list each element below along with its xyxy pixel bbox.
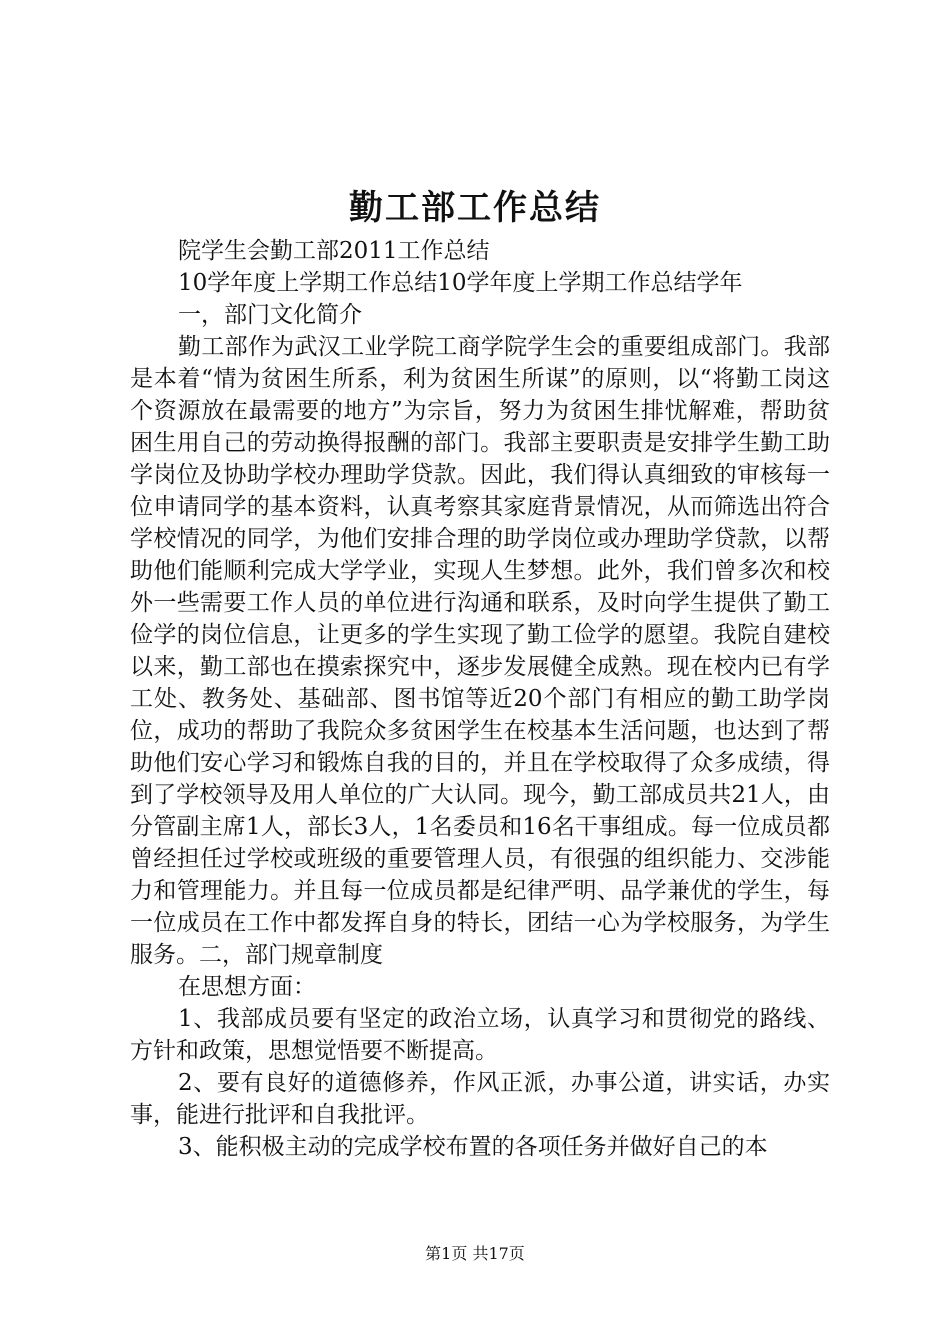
document-title: 勤工部工作总结 [349, 188, 601, 228]
rule-item-3: 3、能积极主动的完成学校布置的各项任务并做好自己的本 [178, 1134, 768, 1160]
section-heading-ideology: 在思想方面： [178, 974, 316, 1000]
paragraph-subtitle: 院学生会勤工部2011工作总结 [178, 238, 490, 264]
rule-item-1: 1、我部成员要有坚定的政治立场，认真学习和贯彻党的路线、方针和政策，思想觉悟要不断提高。 [130, 1006, 830, 1064]
paragraph-semester-summary: 10学年度上学期工作总结10学年度上学期工作总结学年 [178, 270, 743, 296]
rule-item-2: 2、要有良好的道德修养，作风正派，办事公道，讲实话，办实事，能进行批评和自我批评。 [130, 1070, 830, 1128]
section-heading-culture: 一，部门文化简介 [178, 302, 362, 328]
paragraph-department-intro: 勤工部作为武汉工业学院工商学院学生会的重要组成部门。我部是本着“情为贫困生所系，利为贫困生所谋”的原则，以“将勤工岗这个资源放在最需要的地方”为宗旨，努力为贫困生排忧解难，帮助贫困生用自己的劳动换得报酬的部门。我部主要职责是安排学生勤工助学岗位及协助学校办理助学贷款。因此，我们得认真细致的审核每一位申请同学的基本资料，认真考察其家庭背景情况，从而筛选出符合学校情况的同学，为他们安排合理的助学岗位或办理助学贷款，以帮助他们能顺利完成大学学业，实现人生梦想。此外，我们曾多次和校外一些需要工作人员的单位进行沟通和联系，及时向学生提供了勤工俭学的岗位信息，让更多的学生实现了勤工俭学的愿望。我院自建校以来，勤工部也在摸索探究中，逐步发展健全成熟。现在校内已有学工处、教务处、基础部、图书馆等近20个部门有相应的勤工助学岗位，成功的帮助了我院众多贫困学生在校基本生活问题，也达到了帮助他们安心学习和锻炼自我的目的，并且在学校取得了众多成绩，得到了学校领导及用人单位的广大认同。现今，勤工部成员共21人，由分管副主席1人，部长3人，1名委员和16名干事组成。每一位成员都曾经担任过学校或班级的重要管理人员，有很强的组织能力、交涉能力和管理能力。并且每一位成员都是纪律严明、品学兼优的学生，每一位成员在工作中都发挥自身的特长，团结一心为学校服务，为学生服务。二，部门规章制度 [130, 334, 830, 968]
document-body [130, 235, 830, 1163]
page-footer: 第1页 共17页 [425, 1244, 525, 1263]
